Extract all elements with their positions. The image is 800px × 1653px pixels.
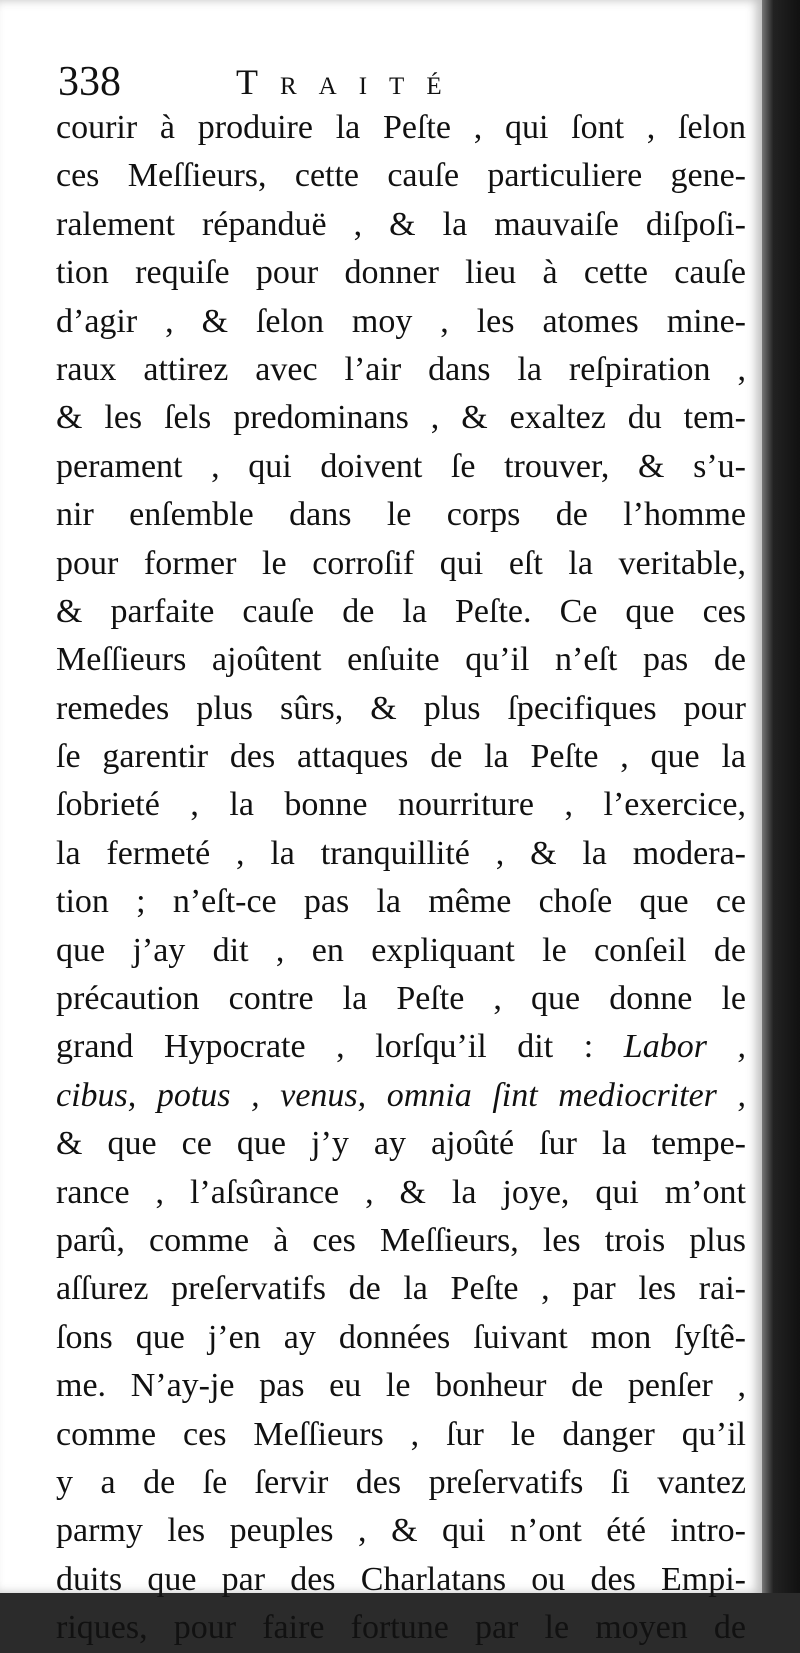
text-line: raux attirez avec l’air dans la reſpiration , [56, 350, 746, 388]
text-line: ſobrieté , la bonne nourriture , l’exercice, [56, 786, 746, 824]
text-line: courir à produire la Peſte , qui ſont , ſelon [56, 109, 746, 146]
text-line: précaution contre la Peſte , que donne le [56, 980, 746, 1018]
text-line: que j’ay dit , en expliquant le conſeil de [56, 931, 746, 969]
text-line: & que ce que j’y ay ajoûté ſur la tempe- [56, 1125, 746, 1163]
text-line: me. N’ay-je pas eu le bonheur de penſer , [56, 1367, 746, 1405]
text-line: Meſſieurs ajoûtent enſuite qu’il n’eſt pas de [56, 641, 746, 679]
text-line: d’agir , & ſelon moy , les atomes mine- [56, 302, 746, 340]
text-line: y a de ſe ſervir des preſervatifs ſi vantez [56, 1463, 746, 1501]
text-line: ralement répanduë , & la mauvaiſe diſpoſi- [56, 205, 746, 243]
text-line-roman-part: grand Hypocrate , lorſqu’il dit : [56, 1028, 594, 1066]
page-text [56, 104, 746, 1653]
page-edge-shadow [762, 0, 800, 1593]
text-line: riques, pour faire fortune par le moyen de [56, 1609, 746, 1647]
text-line: tion requiſe pour donner lieu à cette cauſe [56, 254, 746, 292]
text-line: ces Meſſieurs, cette cauſe particuliere gene- [56, 157, 746, 195]
text-line-with-italic [56, 1023, 746, 1071]
text-line: rance , l’aſsûrance , & la joye, qui m’ont [56, 1173, 746, 1211]
text-line: perament , qui doivent ſe trouver, & s’u- [56, 447, 746, 485]
text-line: pour former le corroſif qui eſt la veritable, [56, 544, 746, 582]
text-line: parû, comme à ces Meſſieurs, les trois plus [56, 1221, 746, 1259]
text-line: duits que par des Charlatans ou des Empi- [56, 1560, 746, 1598]
text-line: & les ſels predominans , & exaltez du tem- [56, 399, 746, 437]
text-line: ſons que j’en ay données ſuivant mon ſyſtê- [56, 1318, 746, 1356]
text-line: aſſurez preſervatifs de la Peſte , par les rai- [56, 1270, 746, 1308]
page-number: 338 [58, 59, 121, 105]
text-line: parmy les peuples , & qui n’ont été intro- [56, 1512, 746, 1550]
running-title: Traité [236, 62, 464, 102]
text-line: tion ; n’eſt-ce pas la même choſe que ce [56, 883, 746, 921]
text-line: ſe garentir des attaques de la Peſte , que la [56, 738, 746, 776]
text-line: comme ces Meſſieurs , ſur le danger qu’il [56, 1415, 746, 1453]
text-line: nir enſemble dans le corps de l’homme [56, 496, 746, 534]
page-header [58, 58, 748, 106]
text-line: & parfaite cauſe de la Peſte. Ce que ces [56, 592, 746, 630]
italic-latin-text: Labor , [623, 1028, 746, 1066]
text-line: la fermeté , la tranquillité , & la modera- [56, 834, 746, 872]
text-line: remedes plus sûrs, & plus ſpecifiques pour [56, 689, 746, 727]
italic-latin-line: cibus, potus , venus, omnia ſint mediocriter , [56, 1076, 746, 1114]
